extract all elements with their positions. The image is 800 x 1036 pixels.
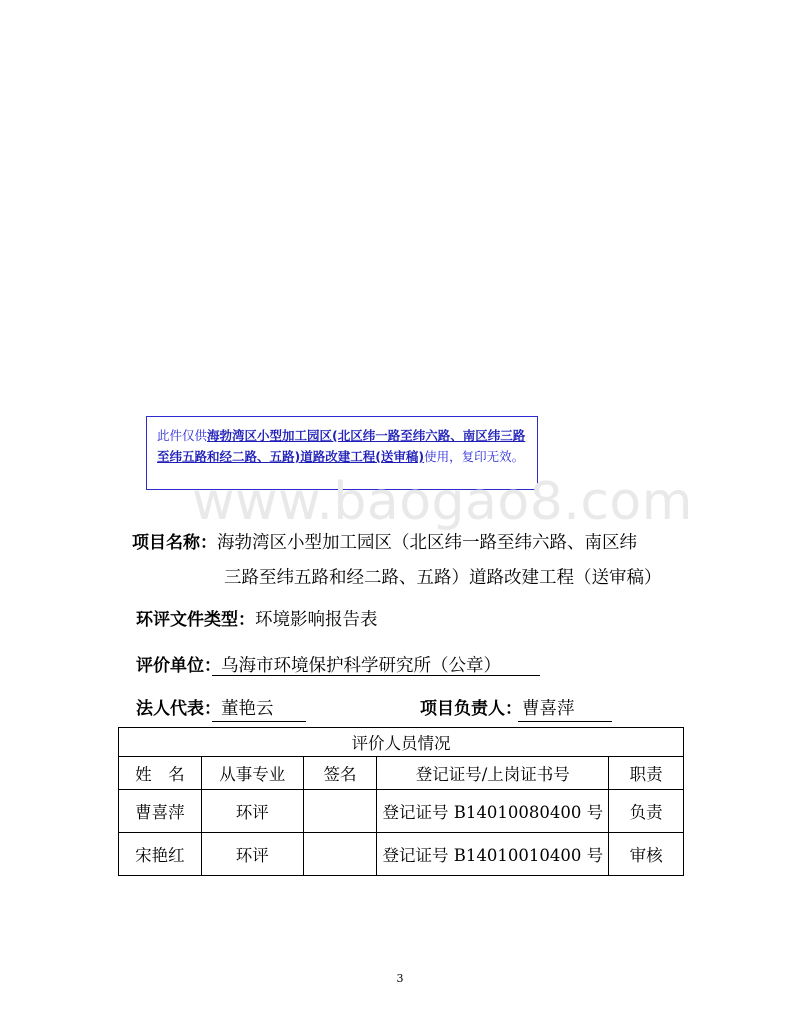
project-name-line1 xyxy=(132,528,637,554)
doc-type-label: 环评文件类型： xyxy=(136,610,255,630)
project-lead-label: 项目负责人： xyxy=(420,699,522,719)
staff-table xyxy=(118,727,684,876)
notice-prefix: 此件仅供 xyxy=(157,428,208,443)
notice-suffix: 使用，复印无效。 xyxy=(424,449,525,464)
table-row xyxy=(119,790,684,833)
header-cert-number: 登记证号/上岗证书号 xyxy=(377,757,609,790)
doc-type-line xyxy=(136,605,378,631)
header-duty: 职责 xyxy=(609,757,684,790)
notice-project-link[interactable]: 海勃湾区小型加工园区(北区纬一路至纬六路、南区纬三路至纬五路和经二路、五路)道路改建工程(送审稿) xyxy=(157,428,526,464)
eval-unit-label: 评价单位： xyxy=(136,656,221,676)
project-lead-value: 曹喜萍 xyxy=(522,699,575,719)
cell-duty: 审核 xyxy=(609,833,684,876)
project-lead-underline xyxy=(518,721,612,722)
eval-unit-line xyxy=(136,651,501,677)
legal-rep-label: 法人代表： xyxy=(136,699,221,719)
cell-specialty: 环评 xyxy=(201,790,303,833)
cell-cert-number: 登记证号 B14010080400 号 xyxy=(377,790,609,833)
page-number: 3 xyxy=(396,972,404,985)
header-specialty: 从事专业 xyxy=(201,757,303,790)
table-header-row xyxy=(119,757,684,790)
cell-signature xyxy=(303,833,377,876)
cell-duty: 负责 xyxy=(609,790,684,833)
legal-rep-underline xyxy=(212,721,306,722)
header-name: 姓 名 xyxy=(119,757,202,790)
eval-unit-value: 乌海市环境保护科学研究所（公章） xyxy=(221,656,501,676)
project-name-label: 项目名称： xyxy=(132,533,217,553)
table-title-row xyxy=(119,728,684,757)
project-name-value-2: 三路至纬五路和经二路、五路）道路改建工程（送审稿） xyxy=(224,568,662,588)
cell-specialty: 环评 xyxy=(201,833,303,876)
cell-name: 曹喜萍 xyxy=(119,790,202,833)
legal-rep-value: 董艳云 xyxy=(221,699,274,719)
project-lead-line xyxy=(420,694,575,720)
project-name-line2 xyxy=(224,564,662,589)
legal-rep-line xyxy=(136,694,274,720)
project-name-value-1: 海勃湾区小型加工园区（北区纬一路至纬六路、南区纬 xyxy=(217,533,637,553)
cell-signature xyxy=(303,790,377,833)
cell-cert-number: 登记证号 B14010010400 号 xyxy=(377,833,609,876)
doc-type-value: 环境影响报告表 xyxy=(255,610,378,630)
header-signature: 签名 xyxy=(303,757,377,790)
eval-unit-underline xyxy=(212,675,540,676)
cell-name: 宋艳红 xyxy=(119,833,202,876)
table-title: 评价人员情况 xyxy=(119,728,684,757)
watermark-text: www.baogao8.com xyxy=(192,472,693,532)
table-row xyxy=(119,833,684,876)
